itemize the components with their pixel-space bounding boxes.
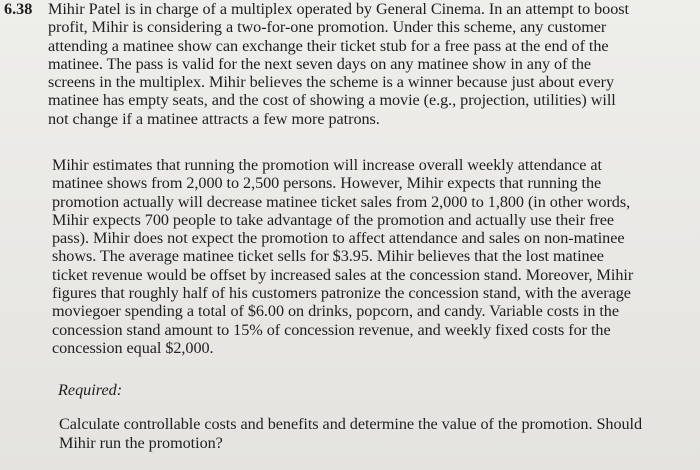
text-line: matinee shows from 2,000 to 2,500 persons. However, Mihir expects that running the — [52, 174, 602, 193]
text-line: attending a matinee show can exchange their ticket stub for a free pass at the end of the — [48, 36, 609, 55]
text-line: moviegoer spending a total of $6.00 on drinks, popcorn, and candy. Variable costs in the — [52, 302, 619, 321]
text-line: promotion actually will decrease matinee ticket sales from 2,000 to 1,800 (in other words, — [52, 192, 631, 211]
text-line: Mihir run the promotion? — [59, 434, 223, 452]
text-line: matinee. The pass is valid for the next seven days on any matinee show in any of the — [48, 54, 592, 73]
text-line: Mihir estimates that running the promotion will increase overall weekly attendance at — [52, 156, 602, 174]
problem-number: 6.38 — [4, 0, 33, 18]
text-line: screens in the multiplex. Mihir believes the scheme is a winner because just about every — [48, 73, 615, 92]
text-line: matinee has empty seats, and the cost of showing a movie (e.g., projection, utilities) will — [48, 91, 616, 110]
text-line: Mihir Patel is in charge of a multiplex operated by General Cinema. In an attempt to boost — [48, 0, 629, 18]
text-line: concession equal $2,000. — [52, 338, 214, 357]
text-line: Mihir expects 700 people to take advantage of the promotion and actually use their free — [52, 210, 615, 229]
text-line: profit, Mihir is considering a two-for-one promotion. Under this scheme, any customer — [48, 18, 607, 37]
text-line: concession stand amount to 15% of concession revenue, and weekly fixed costs for the — [52, 320, 611, 339]
text-line: ticket revenue would be offset by increased sales at the concession stand. Moreover, Mihir — [52, 265, 634, 284]
text-line: figures that roughly half of his customers patronize the concession stand, with the average — [52, 284, 631, 303]
text-line: Calculate controllable costs and benefits and determine the value of the promotion. Should — [59, 415, 643, 433]
text-line: shows. The average matinee ticket sells for $3.95. Mihir believes that the lost matinee — [52, 247, 604, 266]
text-line: not change if a matinee attracts a few more patrons. — [48, 109, 380, 128]
text-line: pass). Mihir does not expect the promotion to affect attendance and sales on non-matinee — [52, 229, 625, 248]
problem-paragraph-2 — [52, 156, 633, 357]
required-heading: Required: — [58, 381, 123, 399]
required-question — [59, 415, 642, 453]
problem-paragraph-1 — [48, 0, 629, 128]
